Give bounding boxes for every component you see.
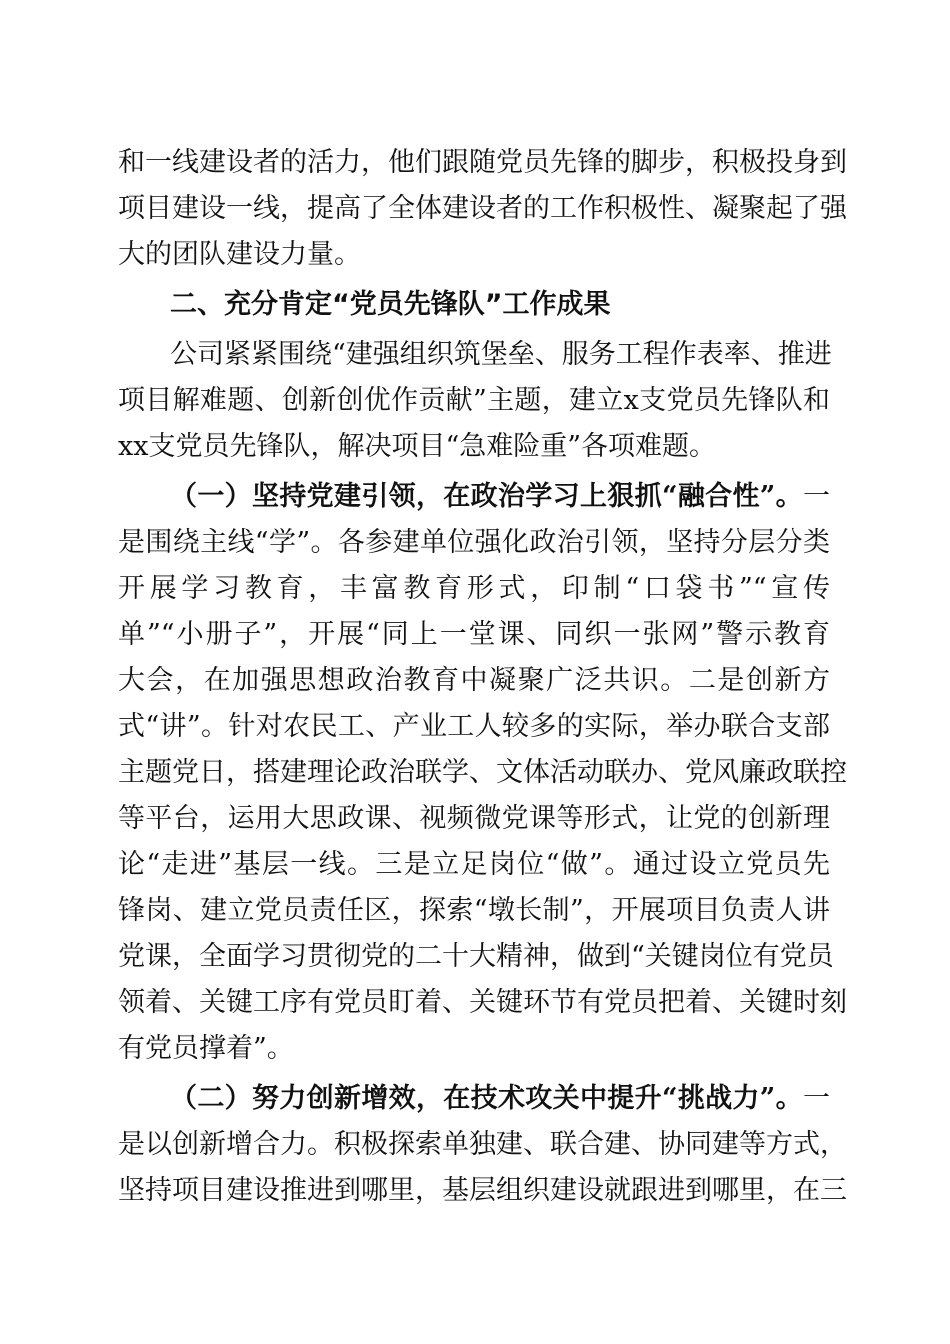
- paragraph-line: 式“讲”。针对农民工、产业工人较多的实际，举办联合支部: [118, 711, 830, 742]
- paragraph-line: 锋岗、建立党员责任区，探索“墩长制”，开展项目负责人讲: [118, 895, 830, 926]
- paragraph-line: 公司紧紧围绕“建强组织筑堡垒、服务工程作表率、推进: [170, 339, 832, 370]
- paragraph-line: 是围绕主线“学”。各参建单位强化政治引领，坚持分层分类: [118, 527, 830, 558]
- subsection-first-line: [118, 1076, 830, 1122]
- paragraph-line: 主题党日，搭建理论政治联学、文体活动联办、党风廉政联控: [118, 757, 847, 788]
- paragraph-line: 等平台，运用大思政课、视频微党课等形式，让党的创新理: [118, 803, 830, 834]
- subsection-heading: （一）坚持党建引领，在政治学习上狠抓“融合性”。: [170, 481, 803, 512]
- subsection-first-line: [118, 474, 830, 520]
- document-page: [118, 140, 847, 1214]
- subsection-first-line-tail: 一: [803, 1083, 830, 1114]
- paragraph-line: 有党员撑着”。: [118, 1033, 294, 1064]
- paragraph-line: 大会，在加强思想政治教育中凝聚广泛共识。二是创新方: [118, 665, 830, 696]
- subsection-heading: （二）努力创新增效，在技术攻关中提升“挑战力”。: [170, 1083, 803, 1114]
- paragraph-line: 项目建设一线，提高了全体建设者的工作积极性、凝聚起了强: [118, 193, 847, 224]
- paragraph-line: xx支党员先锋队，解决项目“急难险重”各项难题。: [118, 431, 717, 462]
- section-heading: 二、充分肯定“党员先锋队”工作成果: [170, 289, 611, 320]
- paragraph-line: 领着、关键工序有党员盯着、关键环节有党员把着、关键时刻: [118, 987, 847, 1018]
- paragraph-line: 论“走进”基层一线。三是立足岗位“做”。通过设立党员先: [118, 849, 830, 880]
- paragraph-line: 大的团队建设力量。: [118, 239, 361, 270]
- paragraph-line: 开展学习教育，丰富教育形式，印制“口袋书”“宣传: [118, 573, 830, 604]
- paragraph-line: 单”“小册子”，开展“同上一堂课、同织一张网”警示教育: [118, 619, 830, 650]
- paragraph-line: 和一线建设者的活力，他们跟随党员先锋的脚步，积极投身到: [118, 147, 847, 178]
- paragraph-line: 党课，全面学习贯彻党的二十大精神，做到“关键岗位有党员: [118, 941, 834, 972]
- paragraph-line: 项目解难题、创新创优作贡献”主题，建立x支党员先锋队和: [118, 385, 830, 416]
- subsection-first-line-tail: 一: [803, 481, 830, 512]
- paragraph-line: 是以创新增合力。积极探索单独建、联合建、协同建等方式，: [118, 1129, 847, 1160]
- paragraph-line: 坚持项目建设推进到哪里，基层组织建设就跟进到哪里，在三: [118, 1175, 847, 1206]
